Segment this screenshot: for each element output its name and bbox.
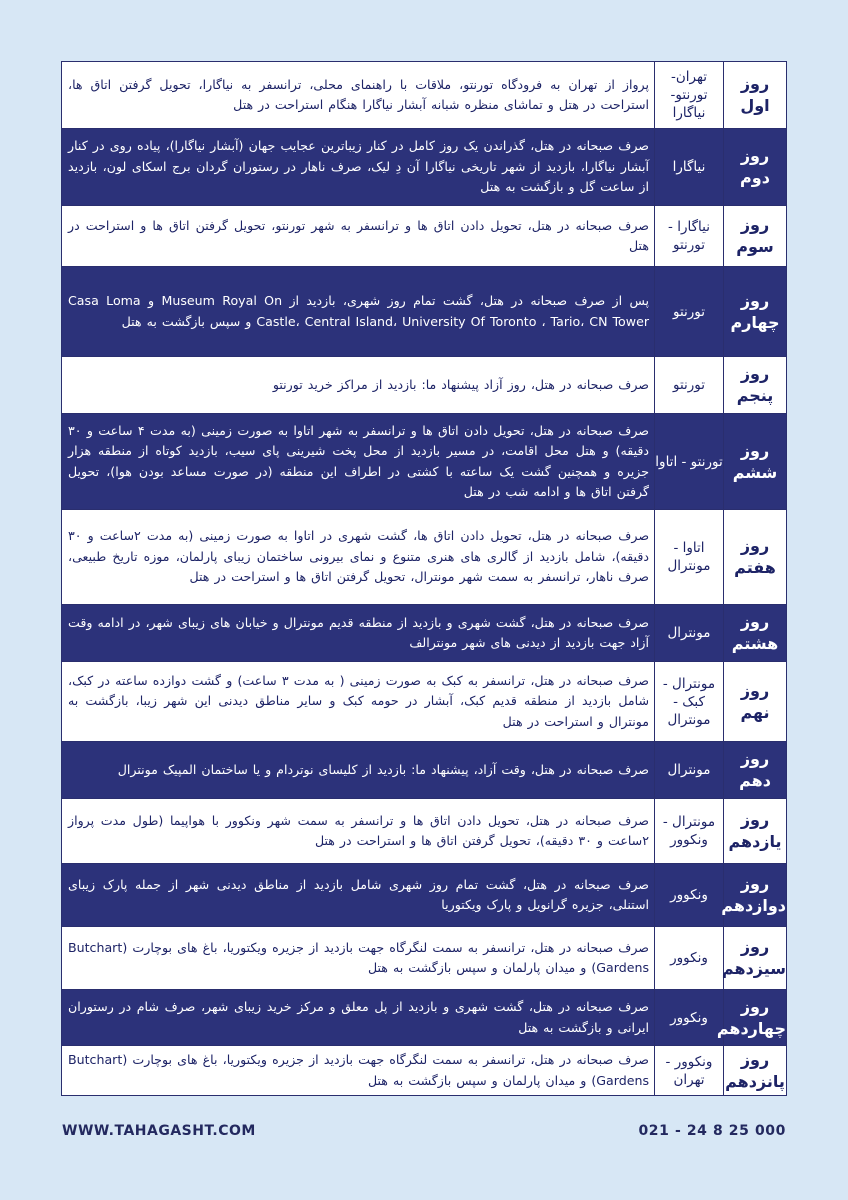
day-description: صرف صبحانه در هتل، تحویل دادن اتاق ها و ترانسفر به شهر تورنتو، تحویل گرفتن اتاق ها و استراحت در هتل bbox=[62, 206, 655, 267]
itinerary-row bbox=[62, 799, 787, 864]
day-label: روز سوم bbox=[724, 206, 787, 267]
day-label: روز دهم bbox=[724, 742, 787, 799]
itinerary-row bbox=[62, 414, 787, 510]
route-label: تورنتو - اتاوا bbox=[655, 414, 724, 510]
day-label: روز پنجم bbox=[724, 357, 787, 414]
itinerary-row bbox=[62, 605, 787, 662]
route-label: نیاگارا bbox=[655, 129, 724, 206]
itinerary-table bbox=[61, 61, 787, 1096]
footer-phone: 021 - 24 8 25 000 bbox=[638, 1123, 786, 1139]
day-description: صرف صبحانه در هتل، ترانسفر به سمت لنگرگاه جهت بازدید از جزیره ویکتوریا، باغ های بوچارت (Butchart Gardens) و میدان پارلمان و سپس بازگشت به هتل bbox=[62, 1046, 655, 1096]
itinerary-row bbox=[62, 62, 787, 129]
day-label: روز هشتم bbox=[724, 605, 787, 662]
day-description: صرف صبحانه در هتل، روز آزاد پیشنهاد ما: بازدید از مراکز خرید تورنتو bbox=[62, 357, 655, 414]
route-label: ونکوور bbox=[655, 864, 724, 927]
itinerary-body bbox=[62, 62, 787, 1096]
itinerary-row bbox=[62, 357, 787, 414]
route-label: تورنتو bbox=[655, 357, 724, 414]
route-label: مونترال - ونکوور bbox=[655, 799, 724, 864]
route-label: تورنتو bbox=[655, 267, 724, 357]
itinerary-row bbox=[62, 864, 787, 927]
day-description: پس از صرف صبحانه در هتل، گشت تمام روز شهری، بازدید از Museum Royal On و Casa Loma Castle، Central Island، University Of Toronto ، Tario، CN Tower و سپس بازگشت به هتل bbox=[62, 267, 655, 357]
day-description: صرف صبحانه در هتل، گشت شهری و بازدید از پل معلق و مرکز خرید زیبای شهر، صرف شام در رستوران ایرانی و بازگشت به هتل bbox=[62, 990, 655, 1046]
itinerary-row bbox=[62, 129, 787, 206]
day-description: صرف صبحانه در هتل، ترانسفر به کبک به صورت زمینی ( به مدت ۳ ساعت) و گشت دوازده ساعته در کبک، شامل بازدید از منطقه قدیم کبک، آبشار در حومه کبک و سایر مناطق دیدنی این شهر زیبا، بازگشت به مونترال و استراحت در هتل bbox=[62, 662, 655, 742]
footer-website: WWW.TAHAGASHT.COM bbox=[62, 1123, 256, 1139]
day-description: صرف صبحانه در هتل، تحویل دادن اتاق ها و ترانسفر به سمت شهر ونکوور با هواپیما (طول مدت پرواز ۲ساعت و ۳۰ دقیقه)، تحویل گرفتن اتاق ها و استراحت در هتل bbox=[62, 799, 655, 864]
route-label: اتاوا - مونترال bbox=[655, 510, 724, 605]
day-label: روز یازدهم bbox=[724, 799, 787, 864]
day-label: روز دوازدهم bbox=[724, 864, 787, 927]
day-description: صرف صبحانه در هتل، وقت آزاد، پیشنهاد ما: بازدید از کلیسای نوتردام و یا ساختمان المپیک مونترال bbox=[62, 742, 655, 799]
itinerary-row bbox=[62, 742, 787, 799]
day-label: روز اول bbox=[724, 62, 787, 129]
day-description: پرواز از تهران به فرودگاه تورنتو، ملاقات با راهنمای محلی، ترانسفر به نیاگارا، تحویل گرفتن اتاق ها، استراحت در هتل و تماشای منظره شبانه آبشار نیاگارا هنگام استراحت در هتل bbox=[62, 62, 655, 129]
itinerary-row bbox=[62, 927, 787, 990]
day-description: صرف صبحانه در هتل، ترانسفر به سمت لنگرگاه جهت بازدید از جزیره ویکتوریا، باغ های بوچارت (Butchart Gardens) و میدان پارلمان و سپس بازگشت به هتل bbox=[62, 927, 655, 990]
day-description: صرف صبحانه در هتل، گشت شهری و بازدید از منطقه قدیم مونترال و خیابان های زیبای شهر، در ادامه وقت آزاد جهت بازدید از دیدنی های شهر مونترالف bbox=[62, 605, 655, 662]
itinerary-row bbox=[62, 1046, 787, 1096]
day-label: روز هفتم bbox=[724, 510, 787, 605]
day-description: صرف صبحانه در هتل، تحویل دادن اتاق ها و ترانسفر به شهر اتاوا به صورت زمینی (به مدت ۴ ساعت و ۳۰ دقیقه) و هتل محل اقامت، در مسیر بازدید از محل پخت شیرینی پای سیب، بازدید کوتاه از منطقه هزار جزیره و همچنین گشت یک ساعته با کشتی در اطراف این منطقه (در صورت مساعد بودن هوا)، تحویل گرفتن اتاق ها و ادامه شب در هتل bbox=[62, 414, 655, 510]
day-description: صرف صبحانه در هتل، گشت تمام روز شهری شامل بازدید از مناطق دیدنی شهر از جمله پارک زیبای استنلی، جزیره گرانویل و پارک ویکتوریا bbox=[62, 864, 655, 927]
itinerary-row bbox=[62, 662, 787, 742]
day-description: صرف صبحانه در هتل، تحویل دادن اتاق ها، گشت شهری در اتاوا به صورت زمینی (به مدت ۲ساعت و ۳۰ دقیقه)، شامل بازدید از گالری های هنری متنوع و نمای بیرونی ساختمان زیبای پارلمان، موزه تاریخ طبیعی، صرف ناهار، ترانسفر به سمت شهر مونترال، تحویل گرفتن اتاق ها و استراحت در هتل bbox=[62, 510, 655, 605]
day-label: روز دوم bbox=[724, 129, 787, 206]
day-label: روز نهم bbox=[724, 662, 787, 742]
route-label: ونکوور - تهران bbox=[655, 1046, 724, 1096]
day-label: روز سیزدهم bbox=[724, 927, 787, 990]
day-label: روز پانزدهم bbox=[724, 1046, 787, 1096]
day-label: روز ششم bbox=[724, 414, 787, 510]
route-label: ونکوور bbox=[655, 990, 724, 1046]
route-label: تهران- تورنتو- نیاگارا bbox=[655, 62, 724, 129]
route-label: ونکوور bbox=[655, 927, 724, 990]
day-label: روز چهاردهم bbox=[724, 990, 787, 1046]
route-label: مونترال bbox=[655, 742, 724, 799]
itinerary-row bbox=[62, 510, 787, 605]
itinerary-row bbox=[62, 206, 787, 267]
itinerary-row bbox=[62, 990, 787, 1046]
route-label: مونترال - کبک - مونترال bbox=[655, 662, 724, 742]
day-description: صرف صبحانه در هتل، گذراندن یک روز کامل در کنار زیباترین عجایب جهان (آبشار نیاگارا)، پیاده روی در کنار آبشار نیاگارا، بازدید از شهر تاریخی نیاگارا آن دِ لیک، صرف ناهار در رستوران گردان برج اسکای لون، بازدید از ساعت گل و بازگشت به هتل bbox=[62, 129, 655, 206]
route-label: نیاگارا - تورنتو bbox=[655, 206, 724, 267]
itinerary-row bbox=[62, 267, 787, 357]
route-label: مونترال bbox=[655, 605, 724, 662]
day-label: روز چهارم bbox=[724, 267, 787, 357]
